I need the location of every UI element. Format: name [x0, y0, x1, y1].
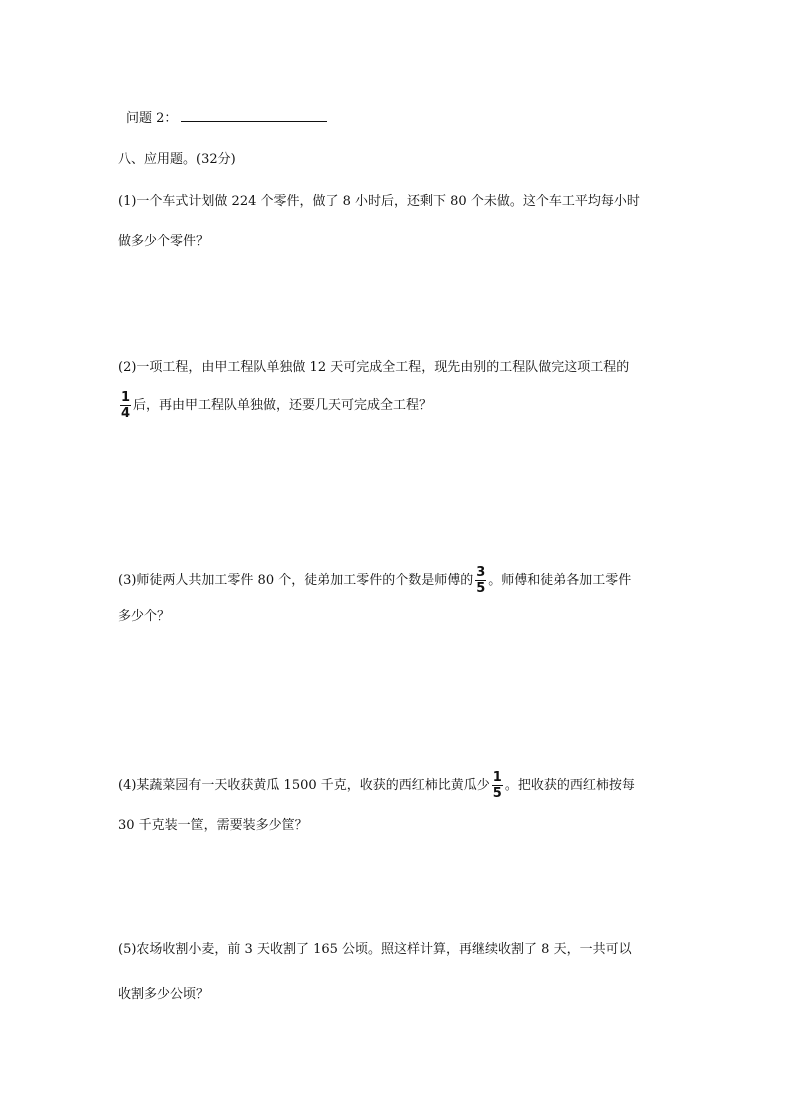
fraction-numerator: 3 [476, 565, 486, 580]
question-2-line [126, 108, 327, 129]
problem-4-text-before: (4)某蔬菜园有一天收获黄瓜 1500 千克，收获的西红柿比黄瓜少 [118, 778, 490, 793]
problem-4-line-2: 30 千克装一筐，需要装多少筐？ [118, 818, 308, 833]
section-title: 八、应用题。(32分) [118, 152, 236, 167]
answer-blank[interactable] [181, 108, 327, 122]
problem-2-line-2-text: 后，再由甲工程队单独做，还要几天可完成全工程？ [133, 398, 433, 413]
fraction-numerator: 1 [492, 770, 502, 785]
fraction-denominator: 5 [476, 581, 486, 596]
problem-3-text-before: (3)师徒两人共加工零件 80 个，徒弟加工零件的个数是师傅的 [118, 573, 474, 588]
question-2-label: 问题 2： [126, 111, 178, 126]
problem-4-text-after: 。把收获的西红柿按每 [504, 778, 635, 793]
problem-3-line-2: 多少个？ [118, 609, 171, 624]
fraction [120, 390, 131, 421]
problem-3-line-1 [118, 565, 631, 596]
problem-2-line-2 [118, 390, 432, 421]
fraction-denominator: 4 [121, 406, 131, 421]
problem-4-line-1 [118, 770, 635, 801]
problem-5-line-1: (5)农场收割小麦，前 3 天收割了 165 公顷。照这样计算，再继续收割了 8 天，一共可以 [118, 942, 632, 957]
problem-3-text-after: 。师傅和徒弟各加工零件 [488, 573, 632, 588]
fraction-numerator: 1 [121, 390, 131, 405]
fraction [475, 565, 486, 596]
problem-1-line-1: (1)一个车式计划做 224 个零件，做了 8 小时后，还剩下 80 个未做。这个车工平均每小时 [118, 194, 640, 209]
problem-1-line-2: 做多少个零件？ [118, 234, 210, 249]
fraction-denominator: 5 [492, 786, 502, 801]
problem-5-line-2: 收割多少公顷？ [118, 987, 210, 1002]
problem-2-line-1: (2)一项工程，由甲工程队单独做 12 天可完成全工程，现先由别的工程队做完这项工程的 [118, 360, 630, 375]
fraction [492, 770, 503, 801]
